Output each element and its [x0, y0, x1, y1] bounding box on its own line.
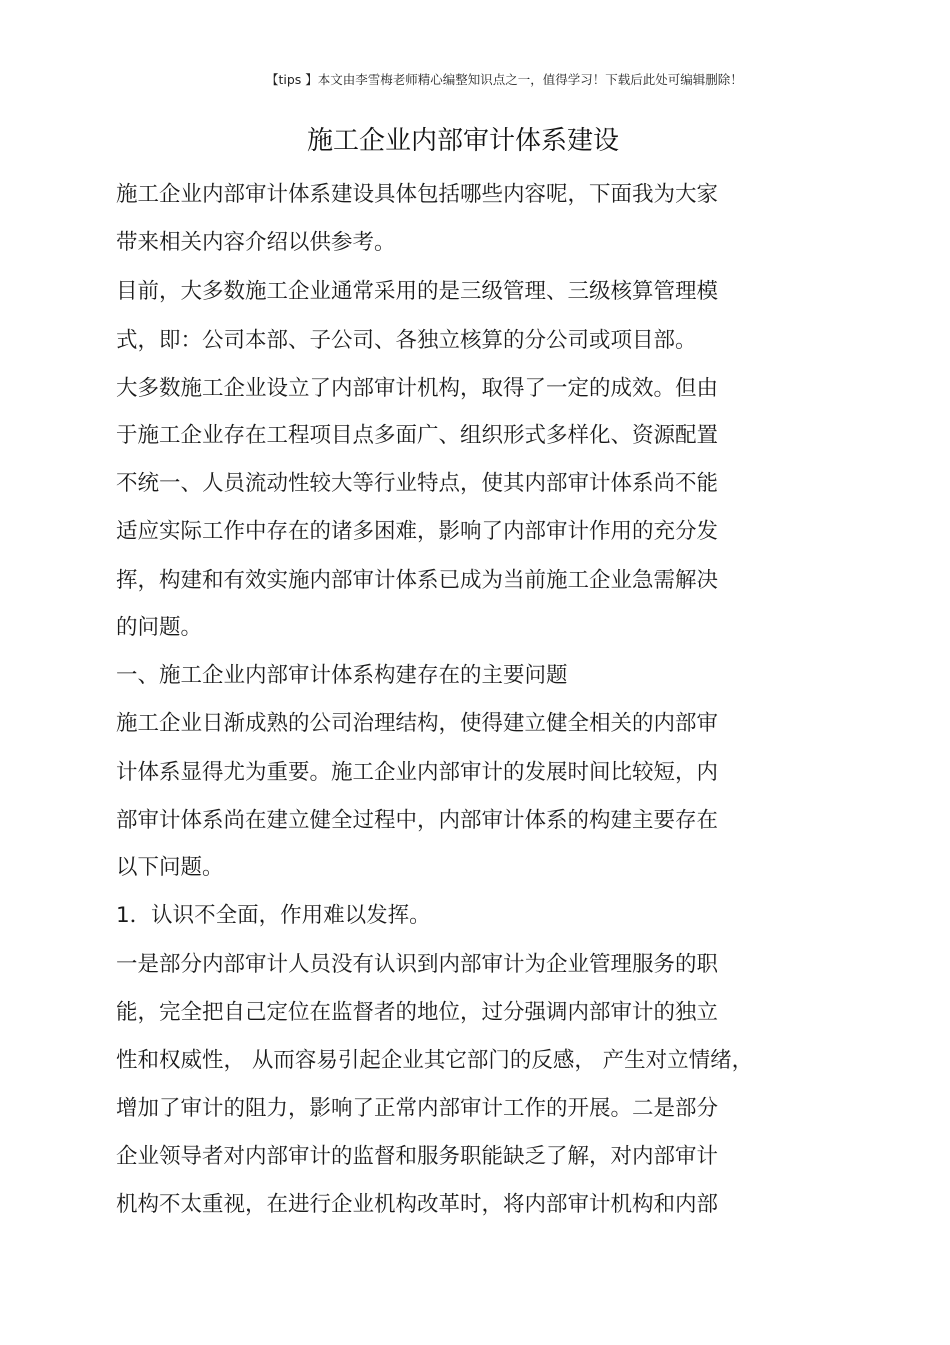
paragraph-line: 能，完全把自己定位在监督者的地位，过分强调内部审计的独立	[116, 1000, 719, 1025]
paragraph-line: 式，即：公司本部、子公司、各独立核算的分公司或项目部。	[116, 328, 697, 353]
paragraph-line: 计体系显得尤为重要。施工企业内部审计的发展时间比较短，内	[116, 760, 719, 785]
paragraph-line: 增加了审计的阻力，影响了正常内部审计工作的开展。二是部分	[116, 1096, 719, 1121]
paragraph-line: 带来相关内容介绍以供参考。	[116, 230, 396, 255]
paragraph-line: 一是部分内部审计人员没有认识到内部审计为企业管理服务的职	[116, 952, 719, 977]
paragraph-line: 大多数施工企业设立了内部审计机构，取得了一定的成效。但由	[116, 376, 719, 401]
paragraph-line: 施工企业日渐成熟的公司治理结构，使得建立健全相关的内部审	[116, 711, 719, 736]
paragraph-line: 目前，大多数施工企业通常采用的是三级管理、三级核算管理模	[116, 279, 719, 304]
paragraph-line: 以下问题。	[116, 855, 224, 880]
subsection-heading: 1．认识不全面，作用难以发挥。	[116, 903, 431, 928]
paragraph-line: 的问题。	[116, 615, 203, 640]
document-title: 施工企业内部审计体系建设	[306, 126, 619, 156]
paragraph-line: 施工企业内部审计体系建设具体包括哪些内容呢，下面我为大家	[116, 182, 719, 207]
paragraph-line: 适应实际工作中存在的诸多困难，影响了内部审计作用的充分发	[116, 519, 719, 544]
paragraph-line: 于施工企业存在工程项目点多面广、组织形式多样化、资源配置	[116, 423, 719, 448]
paragraph-line: 挥，构建和有效实施内部审计体系已成为当前施工企业急需解决	[116, 568, 719, 593]
paragraph-line: 不统一、人员流动性较大等行业特点，使其内部审计体系尚不能	[116, 471, 719, 496]
tips-header: 【tips 】本文由李雪梅老师精心编整知识点之一，值得学习！下载后此处可编辑删除！	[266, 72, 743, 87]
paragraph-line: 机构不太重视，在进行企业机构改革时，将内部审计机构和内部	[116, 1192, 719, 1217]
paragraph-line: 性和权威性， 从而容易引起企业其它部门的反感， 产生对立情绪，	[116, 1048, 754, 1073]
paragraph-line: 部审计体系尚在建立健全过程中，内部审计体系的构建主要存在	[116, 808, 719, 833]
section-heading: 一、施工企业内部审计体系构建存在的主要问题	[116, 663, 568, 688]
paragraph-line: 企业领导者对内部审计的监督和服务职能缺乏了解，对内部审计	[116, 1144, 719, 1169]
